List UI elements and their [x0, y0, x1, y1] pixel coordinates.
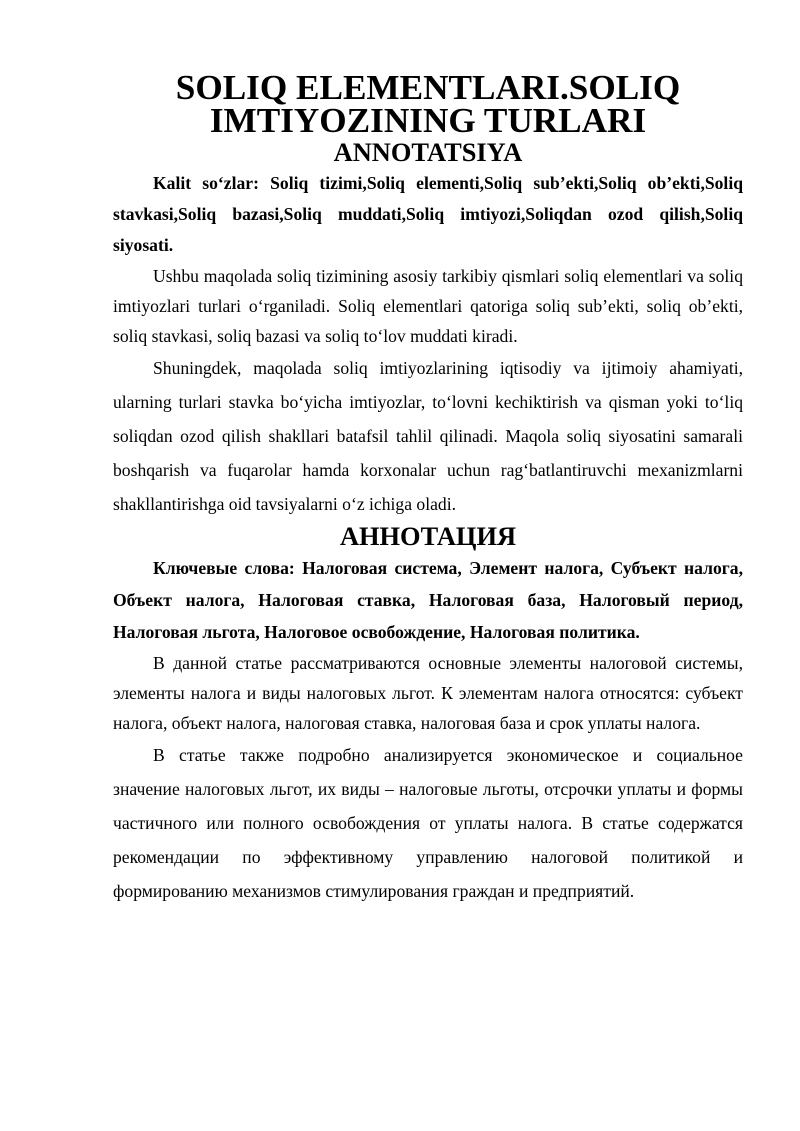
article-title: SOLIQ ELEMENTLARI.SOLIQ IMTIYOZINING TURLARI: [175, 68, 681, 140]
annotation-uz-paragraph: Ushbu maqolada soliq tizimining asosiy tarkibiy qismlari soliq elementlari va soliq imtiyozlari turlari o‘rganiladi. Soliq elementlari qatoriga soliq sub’ekti, soliq ob’ekti, soliq stavkasi, soliq bazasi va soliq to‘lov muddati kiradi.: [113, 266, 743, 346]
annotation-ru-heading: АННОТАЦИЯ: [339, 521, 517, 551]
annotation-uz-keywords: Kalit so‘zlar: Soliq tizimi,Soliq elementi,Soliq sub’ekti,Soliq ob’ekti,Soliq stavkasi,Soliq bazasi,Soliq muddati,Soliq imtiyozi,Soliqdan ozod qilish,Soliq siyosati.: [113, 173, 743, 255]
article: [113, 68, 743, 908]
annotation-uz-heading: ANNOTATSIYA: [333, 137, 523, 167]
annotation-ru-keywords: Ключевые слова: Налоговая система, Элемент налога, Субъект налога, Объект налога, Налоговая ставка, Налоговая база, Налоговый период, Налоговая льгота, Налоговое освобождение, Налоговая политика.: [113, 558, 743, 642]
annotation-uz: [113, 137, 743, 521]
annotation-ru-paragraph: В данной статье рассматриваются основные элементы налоговой системы, элементы налога и виды налоговых льгот. К элементам налога относятся: субъект налога, объект налога, налоговая ставка, налоговая база и срок уплаты налога.: [113, 653, 743, 733]
annotation-ru: [113, 521, 743, 908]
annotation-ru-paragraph: В статье также подробно анализируется экономическое и социальное значение налоговых льгот, их виды – налоговые льготы, отсрочки уплаты и формы частичного или полного освобождения от уплаты налога. В статье содержатся рекомендации по эффективному управлению налоговой политикой и формированию механизмов стимулирования граждан и предприятий.: [113, 745, 743, 901]
annotation-uz-paragraph: Shuningdek, maqolada soliq imtiyozlarining iqtisodiy va ijtimoiy ahamiyati, ularning turlari stavka bo‘yicha imtiyozlar, to‘lovni kechiktirish va qisman yoki to‘liq soliqdan ozod qilish shakllari batafsil tahlil qilinadi. Maqola soliq siyosatini samarali boshqarish va fuqarolar hamda korxonalar uchun rag‘batlantiruvchi mexanizmlarni shakllantirishga oid tavsiyalarni o‘z ichiga oladi.: [113, 358, 743, 514]
